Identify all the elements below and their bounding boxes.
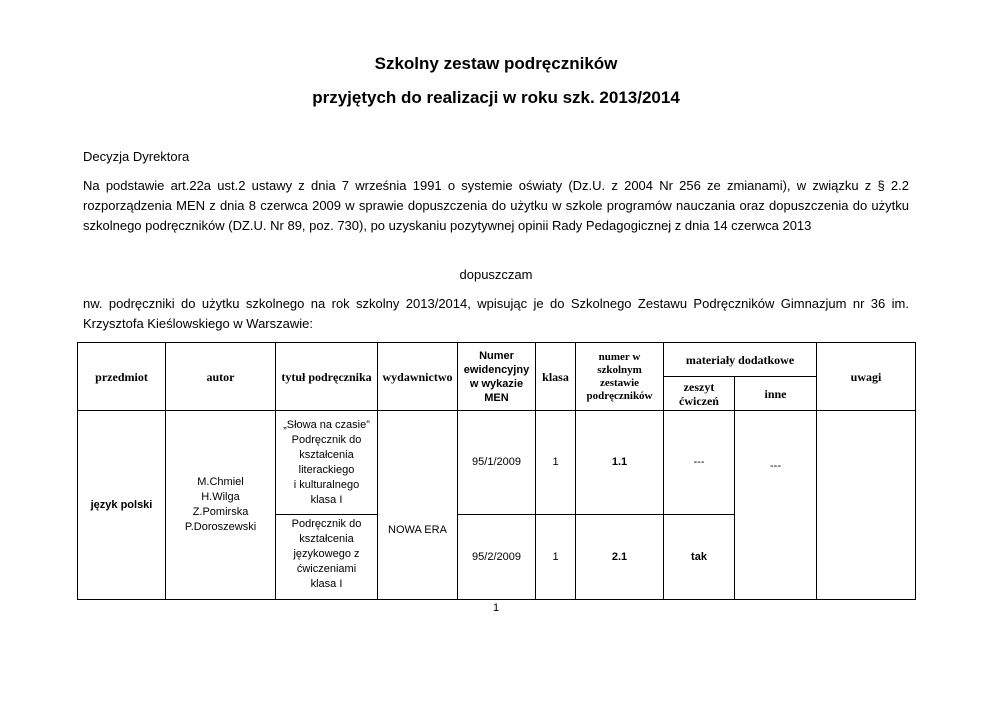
author-line: Z.Pomirska (192, 506, 249, 518)
set-number-cell: 1.1 (576, 411, 664, 515)
page-number: 1 (492, 602, 500, 614)
workbook-cell: --- (664, 411, 735, 515)
subject-cell: język polski (78, 411, 166, 600)
set-number-cell: 2.1 (576, 515, 664, 600)
title-line: literackiego (298, 463, 355, 476)
header-notes: uwagi (817, 343, 916, 411)
header-publisher: wydawnictwo (378, 343, 458, 411)
workbook-cell: tak (664, 515, 735, 600)
legal-basis-paragraph: Na podstawie art.22a ust.2 ustawy z dnia 7 września 1991 o systemie oświaty (Dz.U. z 2004 Nr 256 ze zmianami), w związku z § 2.2 rozporządzenia MEN z dnia 8 czerwca 2009 w sprawie dopuszczenia do użytku w szkole programów nauczania oraz dopuszczenia do użytku szkolnego podręczników (DZ.U. Nr 89, poz. 730), po uzyskaniu pozytywnej opinii Rady Pedagogicznej z dnia 14 czerwca 2013 (83, 178, 909, 233)
author-line: P.Doroszewski (184, 521, 257, 533)
author-line: H.Wilga (201, 491, 240, 503)
document-title: Szkolny zestaw podręczników (374, 54, 618, 73)
decision-word: dopuszczam (459, 267, 533, 282)
header-registry-number: Numer ewidencyjny w wykazie MEN (458, 343, 536, 411)
grade-cell: 1 (536, 515, 576, 600)
author-cell (166, 411, 276, 600)
header-extra-materials: materiały dodatkowe (664, 343, 817, 377)
title-cell (276, 515, 378, 600)
header-workbook: zeszyt ćwiczeń (664, 377, 735, 411)
document-subtitle: przyjętych do realizacji w roku szk. 2013/2014 (312, 88, 680, 107)
title-line: ćwiczeniami (296, 563, 357, 575)
textbook-table (77, 342, 916, 600)
registry-number-cell: 95/2/2009 (458, 515, 536, 600)
title-line: językowego z (293, 548, 360, 560)
intro-paragraph: nw. podręczniki do użytku szkolnego na rok szkolny 2013/2014, wpisując je do Szkolnego Zestawu Podręczników Gimnazjum nr 36 im. Krzysztofa Kieślowskiego w Warszawie: (83, 296, 909, 331)
header-subject: przedmiot (78, 343, 166, 411)
title-line: kształcenia (299, 448, 354, 461)
publisher-cell: NOWA ERA (378, 411, 458, 600)
header-title: tytuł podręcznika (276, 343, 378, 411)
header-author: autor (166, 343, 276, 411)
registry-number-cell: 95/1/2009 (458, 411, 536, 515)
title-line: Podręcznik do (291, 518, 362, 530)
author-line: M.Chmiel (197, 476, 244, 488)
title-line: klasa I (310, 578, 343, 590)
title-cell (276, 411, 378, 515)
header-set-number: numer w szkolnym zestawie podręczników (576, 343, 664, 411)
title-line: Podręcznik do (291, 433, 362, 446)
title-line: „Słowa na czasie” (283, 418, 370, 431)
notes-cell (817, 411, 916, 600)
header-other: inne (735, 377, 817, 411)
title-line: kształcenia (299, 533, 354, 545)
title-line: klasa I (310, 493, 343, 506)
grade-cell: 1 (536, 411, 576, 515)
title-line: i kulturalnego (293, 478, 360, 491)
header-grade: klasa (536, 343, 576, 411)
decision-heading: Decyzja Dyrektora (83, 149, 190, 164)
other-cell: --- (735, 411, 817, 600)
